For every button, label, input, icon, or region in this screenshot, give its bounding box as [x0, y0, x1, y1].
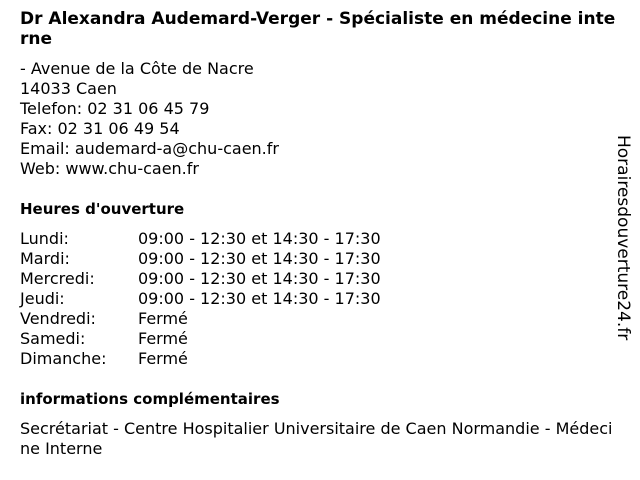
hours-row-sunday [20, 349, 620, 369]
info-heading: informations complémentaires [20, 390, 280, 408]
hours-row-friday [20, 309, 620, 329]
city-line: 14033 Caen [20, 79, 117, 98]
day-label: Mardi: [20, 249, 70, 268]
day-label: Mercredi: [20, 269, 95, 288]
hours-row-saturday [20, 329, 620, 349]
time-value: 09:00 - 12:30 et 14:30 - 17:30 [138, 289, 381, 308]
site-watermark: Horairesdouverture24.fr [613, 135, 633, 341]
hours-table [20, 229, 620, 369]
fax-line: Fax: 02 31 06 49 54 [20, 119, 180, 138]
time-value: 09:00 - 12:30 et 14:30 - 17:30 [138, 269, 381, 288]
hours-row-thursday [20, 289, 620, 309]
day-label: Lundi: [20, 229, 69, 248]
hours-row-monday [20, 229, 620, 249]
phone-line: Telefon: 02 31 06 45 79 [20, 99, 210, 118]
page-title: Dr Alexandra Audemard-Verger - Spécialiste en médecine interne [20, 9, 616, 49]
hours-heading: Heures d'ouverture [20, 200, 185, 218]
hours-row-tuesday [20, 249, 620, 269]
time-value: Fermé [138, 329, 188, 348]
contact-block [20, 59, 620, 179]
day-label: Jeudi: [20, 289, 65, 308]
time-value: 09:00 - 12:30 et 14:30 - 17:30 [138, 249, 381, 268]
time-value: 09:00 - 12:30 et 14:30 - 17:30 [138, 229, 381, 248]
email-line: Email: audemard-a@chu-caen.fr [20, 139, 279, 158]
day-label: Samedi: [20, 329, 86, 348]
address-line: - Avenue de la Côte de Nacre [20, 59, 254, 78]
time-value: Fermé [138, 349, 188, 368]
hours-row-wednesday [20, 269, 620, 289]
time-value: Fermé [138, 309, 188, 328]
listing-card [20, 9, 620, 459]
day-label: Vendredi: [20, 309, 96, 328]
day-label: Dimanche: [20, 349, 107, 368]
web-line: Web: www.chu-caen.fr [20, 159, 199, 178]
info-text: Secrétariat - Centre Hospitalier Universitaire de Caen Normandie - Médecine Interne [20, 419, 613, 458]
